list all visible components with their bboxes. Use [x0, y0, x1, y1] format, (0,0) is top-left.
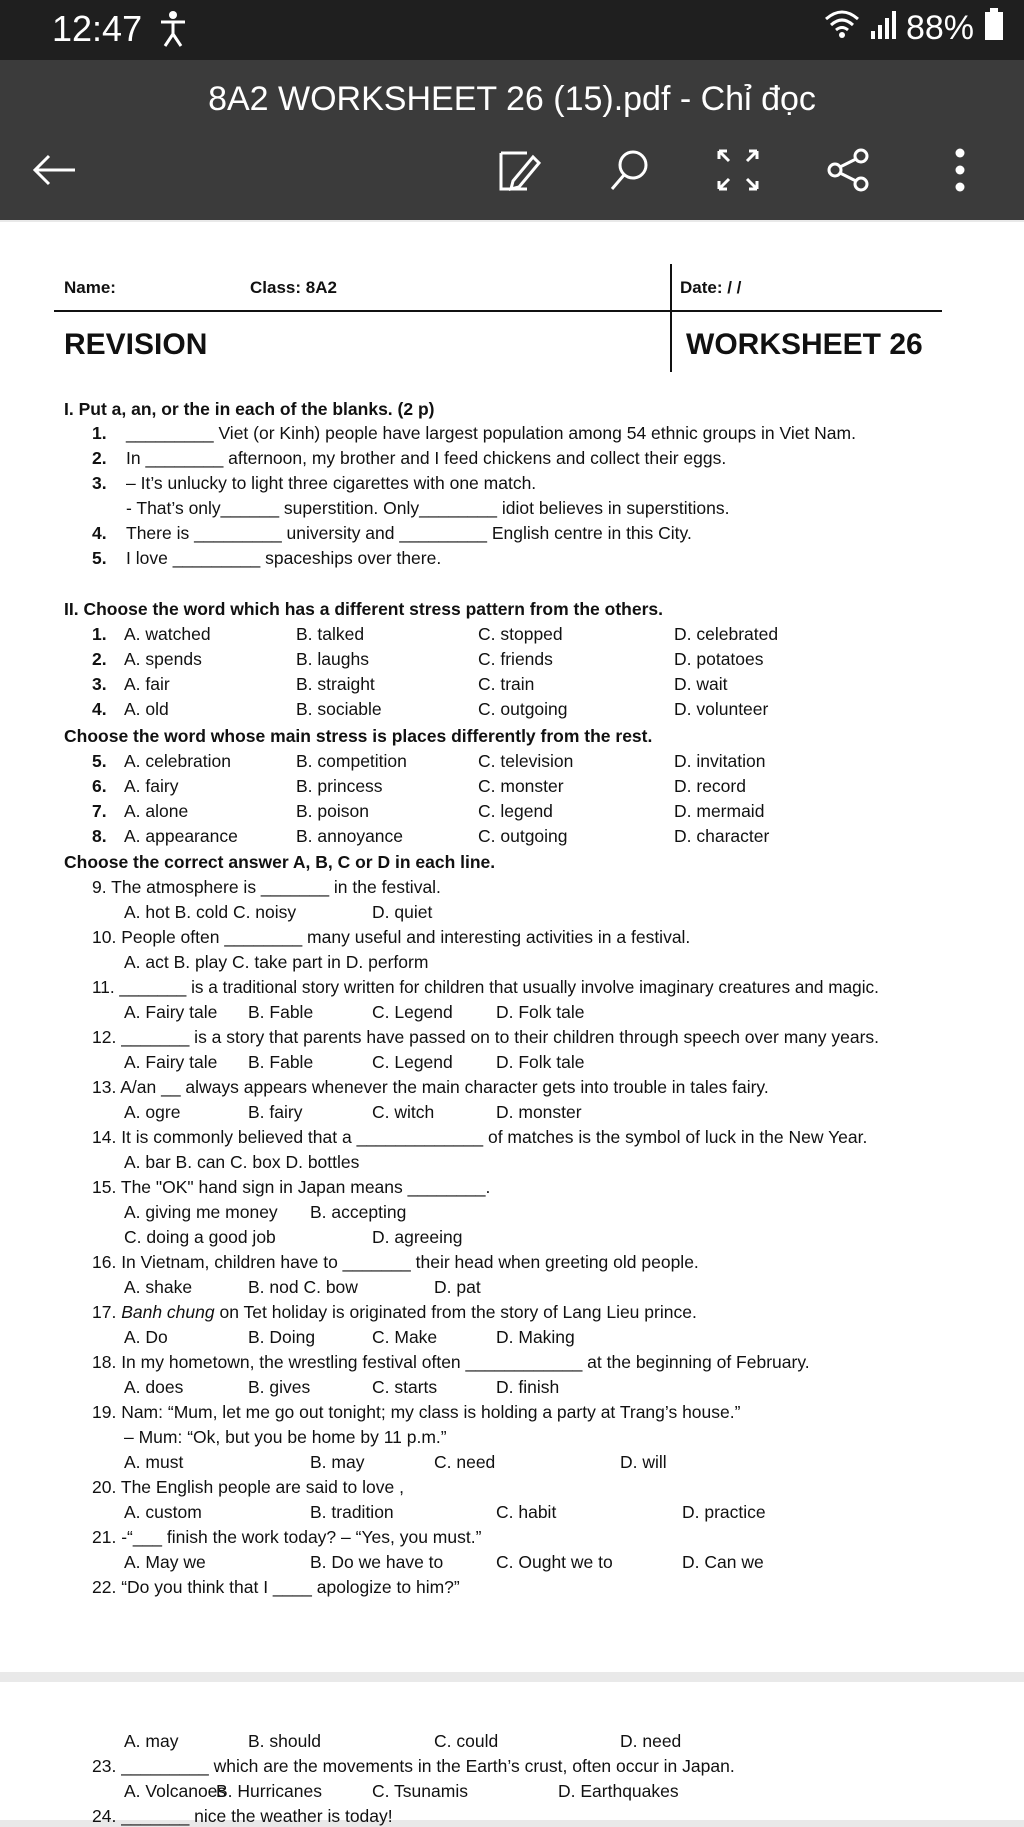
question-18-option: C. starts: [372, 1377, 438, 1397]
question-9-options: A. hot B. cold C. noisy: [124, 902, 297, 922]
question-23-option: A. Volcanoes: [124, 1781, 227, 1801]
question-10: 10. People often ________ many useful and interesting activities in a festival.: [92, 927, 691, 947]
question-19-option: C. need: [434, 1452, 496, 1472]
question-20-option: D. practice: [682, 1502, 766, 1522]
answer-option: B. competition: [296, 751, 407, 771]
item-number: 2.: [92, 448, 107, 468]
question-17: 17. Banh chung on Tet holiday is originated from the story of Lang Lieu prince.: [92, 1302, 697, 1322]
question-21: 21. -“___ finish the work today? – “Yes, you must.”: [92, 1527, 482, 1547]
question-12-option: B. Fable: [248, 1052, 314, 1072]
question-12-option: C. Legend: [372, 1052, 453, 1072]
signal-icon: [870, 9, 896, 48]
answer-option: C. television: [478, 751, 574, 771]
section-1-item: There is _________ university and _________ English centre in this City.: [126, 523, 692, 543]
question-20-option: C. habit: [496, 1502, 557, 1522]
item-number: 6.: [92, 776, 107, 796]
section-2-title: II. Choose the word which has a different stress pattern from the others.: [64, 599, 663, 619]
question-23-option: C. Tsunamis: [372, 1781, 468, 1801]
question-22: 22. “Do you think that I ____ apologize to him?”: [92, 1577, 460, 1597]
section-1-item: In ________ afternoon, my brother and I feed chickens and collect their eggs.: [126, 448, 727, 468]
question-17-option: B. Doing: [248, 1327, 316, 1347]
back-button[interactable]: [24, 140, 84, 200]
question-15: 15. The "OK" hand sign in Japan means ________.: [92, 1177, 491, 1197]
worksheet-header: [54, 264, 942, 394]
answer-option: C. outgoing: [478, 699, 568, 719]
question-11: 11. _______ is a traditional story written for children that usually involve imaginary creatures and magic.: [92, 977, 879, 997]
section-2-subtitle: Choose the word whose main stress is places differently from the rest.: [64, 726, 653, 746]
item-number: 5.: [92, 548, 107, 568]
item-number: 4.: [92, 699, 107, 719]
answer-option: B. talked: [296, 624, 365, 644]
answer-option: B. poison: [296, 801, 369, 821]
question-19-option: A. must: [124, 1452, 184, 1472]
answer-option: A. old: [124, 699, 169, 719]
answer-option: C. friends: [478, 649, 553, 669]
question-16: 16. In Vietnam, children have to _______ their head when greeting old people.: [92, 1252, 699, 1272]
question-15-option: D. agreeing: [372, 1227, 463, 1247]
answer-option: B. straight: [296, 674, 375, 694]
question-21-option: A. May we: [124, 1552, 206, 1572]
question-20: 20. The English people are said to love ,: [92, 1477, 404, 1497]
accessibility-icon: [158, 8, 188, 57]
question-21-option: D. Can we: [682, 1552, 764, 1572]
battery-level: 88%: [905, 9, 974, 47]
answer-option: C. legend: [478, 801, 553, 821]
date-label: Date: / /: [680, 278, 742, 297]
item-number: 3.: [92, 674, 107, 694]
section-1-title: I. Put a, an, or the in each of the blanks. (2 p): [64, 399, 435, 419]
fullscreen-button[interactable]: [708, 140, 768, 200]
question-15-option: A. giving me money: [124, 1202, 278, 1222]
answer-option: A. watched: [124, 624, 211, 644]
answer-option: A. spends: [124, 649, 202, 669]
section-1-item: - That’s only______ superstition. Only________ idiot believes in superstitions.: [126, 498, 730, 518]
question-19-reply: – Mum: “Ok, but you be home by 11 p.m.”: [124, 1427, 447, 1447]
status-time: 12:47: [52, 8, 143, 49]
answer-option: A. celebration: [124, 751, 232, 771]
question-22-option: D. need: [620, 1731, 682, 1751]
question-16-option: B. nod C. bow: [248, 1277, 358, 1297]
answer-option: C. stopped: [478, 624, 563, 644]
item-number: 4.: [92, 523, 107, 543]
edit-button[interactable]: [490, 140, 550, 200]
question-9-option-d: D. quiet: [372, 902, 433, 922]
answer-option: D. character: [674, 826, 770, 846]
item-number: 3.: [92, 473, 107, 493]
item-number: 1.: [92, 423, 107, 443]
status-bar: [0, 0, 1024, 60]
question-23: 23. _________ which are the movements in the Earth’s crust, often occur in Japan.: [92, 1756, 735, 1776]
question-20-option: A. custom: [124, 1502, 202, 1522]
name-label: Name:: [64, 278, 116, 297]
item-number: 7.: [92, 801, 107, 821]
question-11-option: B. Fable: [248, 1002, 314, 1022]
class-label: Class: 8A2: [250, 278, 337, 297]
answer-option: C. outgoing: [478, 826, 568, 846]
question-21-option: C. Ought we to: [496, 1552, 613, 1572]
question-18-option: D. finish: [496, 1377, 560, 1397]
question-13-option: C. witch: [372, 1102, 435, 1122]
revision-title: REVISION: [64, 328, 208, 361]
question-14: 14. It is commonly believed that a _____________ of matches is the symbol of luck in the New Year.: [92, 1127, 868, 1147]
question-12: 12. _______ is a story that parents have passed on to their children through speech over many years.: [92, 1027, 880, 1047]
answer-option: D. volunteer: [674, 699, 769, 719]
more-options-button[interactable]: [930, 140, 990, 200]
question-22-option: A. may: [124, 1731, 179, 1751]
app-bar: [0, 60, 1024, 220]
question-17-option: C. Make: [372, 1327, 438, 1347]
question-22-option: B. should: [248, 1731, 321, 1751]
answer-option: D. invitation: [674, 751, 766, 771]
search-icon: [607, 147, 653, 193]
question-19-option: B. may: [310, 1452, 365, 1472]
question-16-option: D. pat: [434, 1277, 481, 1297]
document-title: 8A2 WORKSHEET 26 (15).pdf - Chỉ đọc: [208, 80, 816, 118]
question-19-option: D. will: [620, 1452, 667, 1472]
question-13-option: D. monster: [496, 1102, 582, 1122]
answer-option: A. fair: [124, 674, 170, 694]
more-vert-icon: [953, 147, 967, 193]
item-number: 8.: [92, 826, 107, 846]
answer-option: B. laughs: [296, 649, 369, 669]
question-12-option: D. Folk tale: [496, 1052, 585, 1072]
question-11-option: A. Fairy tale: [124, 1002, 218, 1022]
battery-icon: [984, 8, 1004, 49]
answer-option: B. sociable: [296, 699, 382, 719]
question-24: 24. _______ nice the weather is today!: [92, 1806, 393, 1826]
question-21-option: B. Do we have to: [310, 1552, 444, 1572]
answer-option: D. wait: [674, 674, 728, 694]
answer-option: A. appearance: [124, 826, 238, 846]
question-13-option: A. ogre: [124, 1102, 181, 1122]
question-11-option: C. Legend: [372, 1002, 453, 1022]
wifi-icon: [824, 9, 860, 48]
question-23-option: B. Hurricanes: [216, 1781, 323, 1801]
worksheet-title: WORKSHEET 26: [686, 328, 923, 361]
answer-option: C. train: [478, 674, 535, 694]
question-18: 18. In my hometown, the wrestling festival often ____________ at the beginning of February.: [92, 1352, 810, 1372]
answer-option: C. monster: [478, 776, 564, 796]
question-10-options: A. act B. play C. take part in D. perform: [124, 952, 429, 972]
question-9: 9. The atmosphere is _______ in the festival.: [92, 877, 441, 897]
section-1-item: – It’s unlucky to light three cigarettes with one match.: [126, 473, 537, 493]
question-13: 13. A/an __ always appears whenever the main character gets into trouble in tales fairy.: [92, 1077, 769, 1097]
question-17-option: D. Making: [496, 1327, 575, 1347]
pdf-page-2: [0, 1682, 1024, 1826]
question-18-option: A. does: [124, 1377, 184, 1397]
answer-option: D. celebrated: [674, 624, 779, 644]
section-2-subtitle-c: Choose the correct answer A, B, C or D in each line.: [64, 852, 496, 872]
question-15-option: C. doing a good job: [124, 1227, 276, 1247]
question-14-options: A. bar B. can C. box D. bottles: [124, 1152, 360, 1172]
answer-option: B. princess: [296, 776, 383, 796]
share-button[interactable]: [818, 140, 878, 200]
share-icon: [825, 147, 871, 193]
question-17-option: A. Do: [124, 1327, 168, 1347]
question-23-option: D. Earthquakes: [558, 1781, 679, 1801]
question-18-option: B. gives: [248, 1377, 311, 1397]
search-button[interactable]: [600, 140, 660, 200]
answer-option: D. record: [674, 776, 746, 796]
item-number: 2.: [92, 649, 107, 669]
pdf-page: [0, 222, 1024, 1672]
edit-icon: [497, 147, 543, 193]
item-number: 5.: [92, 751, 107, 771]
question-20-option: B. tradition: [310, 1502, 394, 1522]
answer-option: D. potatoes: [674, 649, 764, 669]
question-12-option: A. Fairy tale: [124, 1052, 218, 1072]
question-11-option: D. Folk tale: [496, 1002, 585, 1022]
item-number: 1.: [92, 624, 107, 644]
answer-option: A. fairy: [124, 776, 179, 796]
answer-option: D. mermaid: [674, 801, 765, 821]
fullscreen-icon: [715, 147, 761, 193]
question-15-option: B. accepting: [310, 1202, 407, 1222]
answer-option: B. annoyance: [296, 826, 404, 846]
question-13-option: B. fairy: [248, 1102, 303, 1122]
question-19: 19. Nam: “Mum, let me go out tonight; my class is holding a party at Trang’s house.”: [92, 1402, 741, 1422]
section-1-item: I love _________ spaceships over there.: [126, 548, 442, 568]
section-1-item: _________ Viet (or Kinh) people have largest population among 54 ethnic groups in Viet Nam.: [126, 423, 856, 443]
question-16-option: A. shake: [124, 1277, 193, 1297]
answer-option: A. alone: [124, 801, 189, 821]
question-22-option: C. could: [434, 1731, 499, 1751]
